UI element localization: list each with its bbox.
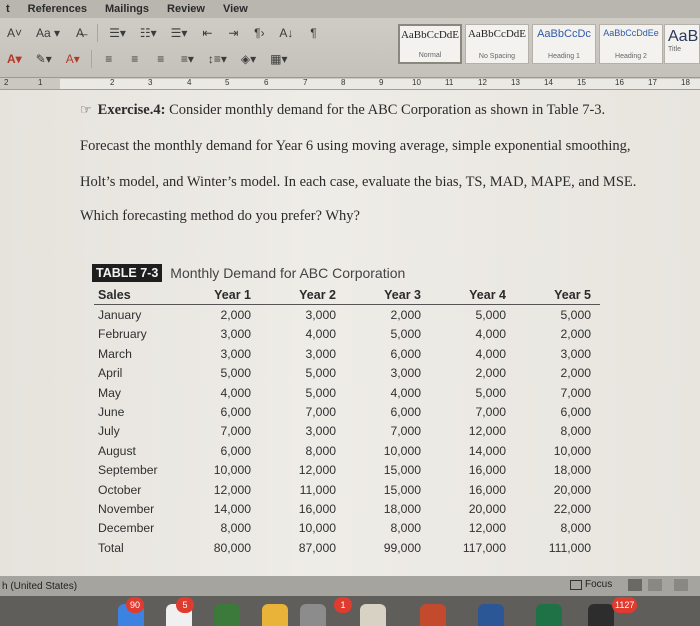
table-cell: 6,000 [390,346,421,361]
ruler-number: 1 [38,78,43,87]
table-row [94,441,600,460]
table-cell: 10,000 [383,443,421,458]
font-color-icon[interactable]: A▾ [7,52,22,66]
row-label: November [98,501,155,516]
table-row [94,422,600,441]
clear-formatting-icon[interactable]: A̶ [76,26,85,40]
change-case-label: Aa [36,26,51,40]
notification-badge: 5 [176,597,194,613]
table-cell: 5,000 [475,308,506,323]
exercise-paragraph-line-1 [80,102,605,119]
table-cell: 10,000 [553,443,591,458]
table-cell: 10,000 [298,521,336,536]
read-mode-icon[interactable] [674,579,688,591]
table-cell: 14,000 [468,443,506,458]
table-caption [92,264,405,282]
table-cell: 80,000 [213,540,251,555]
table-cell: 6,000 [220,405,251,420]
table-cell: 6,000 [390,405,421,420]
table-cell: 8,000 [305,443,336,458]
table-cell: 8,000 [220,521,251,536]
notification-badge: 90 [126,597,144,613]
style-label: Title [668,46,681,53]
table-cell: 20,000 [468,501,506,516]
powerpoint-app-icon[interactable] [420,604,446,626]
table-cell: 7,000 [305,405,336,420]
status-bar [0,576,700,596]
table-header-row [94,286,600,305]
ruler-number: 16 [615,78,624,87]
menu-item-home[interactable]: t [6,3,10,15]
table-tag: TABLE 7-3 [92,264,162,282]
ruler-number: 10 [412,78,421,87]
ruler-number: 9 [379,78,384,87]
menu-item-references[interactable]: References [27,3,87,15]
show-marks-icon[interactable]: ¶ [310,26,317,40]
exercise-paragraph-line-3: Holt’s model, and Winter’s model. In each case, evaluate the bias, TS, MAD, MAPE, and MSE. [80,174,637,190]
table-cell: 5,000 [305,385,336,400]
justify-icon[interactable]: ≡▾ [180,52,194,66]
pointing-hand-icon: ☞ [80,102,92,117]
row-label: January [98,308,142,323]
style-sample: AaBbCcDdEe [603,28,659,38]
table-cell: 15,000 [383,463,421,478]
table-cell: 12,000 [468,424,506,439]
table-cell: 5,000 [305,366,336,381]
change-case-button[interactable]: Aa ▾ [36,26,61,40]
align-left-icon[interactable]: ≡ [105,52,113,66]
photos-app-icon[interactable] [262,604,288,626]
style-label: Heading 1 [548,53,580,60]
align-right-icon[interactable]: ≡ [157,52,165,66]
style-title[interactable] [664,24,700,64]
ruler-number: 15 [577,78,586,87]
ruler-number: 8 [341,78,346,87]
dock-app-icon[interactable] [214,604,240,626]
multilevel-list-icon[interactable]: ☰▾ [170,26,188,40]
table-row [94,519,600,538]
dock-app-icon[interactable] [588,604,614,626]
menu-bar [0,0,700,18]
dock-app-icon[interactable] [360,604,386,626]
table-cell: 4,000 [475,327,506,342]
style-sample: AaBbCcDdE [400,29,460,41]
table-cell: 8,000 [560,424,591,439]
table-row [94,499,600,518]
web-layout-icon[interactable] [648,579,662,591]
menu-item-review[interactable]: Review [167,3,205,15]
shading-icon[interactable]: ◈▾ [240,52,257,66]
column-header: Year 5 [554,288,591,303]
table-cell: 4,000 [475,346,506,361]
table-row [94,480,600,499]
ruler-number: 4 [187,78,192,87]
ruler-number: 12 [478,78,487,87]
table-row [94,364,600,383]
style-heading-2[interactable] [599,24,663,64]
row-label: Total [98,540,124,555]
table-cell: 5,000 [560,308,591,323]
text-color-icon[interactable]: A▾ [65,52,80,66]
table-row [94,325,600,344]
table-cell: 3,000 [220,327,251,342]
table-cell: 12,000 [468,521,506,536]
table-cell: 3,000 [305,424,336,439]
highlight-icon[interactable]: ✎▾ [35,52,52,66]
menu-item-mailings[interactable]: Mailings [105,3,150,15]
ribbon-row-1 [4,24,322,42]
focus-icon [570,580,582,590]
table-cell: 16,000 [468,482,506,497]
table-cell: 99,000 [383,540,421,555]
style-label: Normal [418,52,442,59]
row-label: April [98,366,123,381]
table-cell: 2,000 [475,366,506,381]
numbering-icon[interactable]: ☷▾ [139,26,157,40]
align-center-icon[interactable]: ≡ [131,52,139,66]
divider [91,50,92,68]
column-header: Year 2 [299,288,336,303]
exercise-text: Consider monthly demand for the ABC Corporation as shown in Table 7-3. [165,102,606,118]
column-header: Sales [98,288,131,303]
exercise-paragraph-line-2: Forecast the monthly demand for Year 6 using moving average, simple exponential smoothing, [80,138,631,154]
document-page[interactable] [0,90,700,576]
exercise-paragraph-line-4: Which forecasting method do you prefer? Why? [80,208,360,224]
row-label: October [98,482,142,497]
table-cell: 5,000 [390,327,421,342]
decrease-indent-icon[interactable]: ⇤ [202,26,213,40]
table-cell: 3,000 [560,346,591,361]
table-cell: 12,000 [298,463,336,478]
table-cell: 5,000 [220,366,251,381]
style-label: Heading 2 [615,53,647,60]
word-app-icon[interactable] [478,604,504,626]
ruler-number: 5 [225,78,230,87]
table-cell: 7,000 [220,424,251,439]
table-cell: 6,000 [220,443,251,458]
language-status[interactable]: h (United States) [2,580,78,592]
table-cell: 2,000 [560,366,591,381]
row-label: July [98,424,120,439]
ltr-icon[interactable]: ¶› [254,26,265,40]
table-row [94,344,600,363]
table-cell: 12,000 [213,482,251,497]
table-total-row [94,538,600,557]
ruler-number: 17 [648,78,657,87]
table-cell: 87,000 [298,540,336,555]
row-label: March [98,346,132,361]
ruler-number: 13 [511,78,520,87]
table-cell: 8,000 [390,521,421,536]
exercise-label: Exercise.4: [97,102,166,118]
notification-badge: 1127 [612,597,637,613]
table-cell: 111,000 [548,540,591,555]
table-row [94,383,600,402]
sort-icon[interactable]: A↓ [279,26,294,40]
table-row [94,305,600,324]
table-cell: 4,000 [220,385,251,400]
table-body [94,305,600,557]
style-label: No Spacing [478,53,516,60]
table-cell: 18,000 [553,463,591,478]
ribbon [0,18,700,78]
column-header: Year 1 [214,288,251,303]
table-cell: 10,000 [213,463,251,478]
table-cell: 6,000 [560,405,591,420]
row-label: May [98,385,122,400]
notification-badge: 1 [334,597,352,613]
excel-app-icon[interactable] [536,604,562,626]
row-label: August [98,443,136,458]
table-cell: 7,000 [475,405,506,420]
focus-label: Focus [585,579,613,590]
table-cell: 2,000 [390,308,421,323]
row-label: June [98,405,125,420]
dock [0,596,700,626]
table-cell: 7,000 [390,424,421,439]
focus-button[interactable] [570,579,612,590]
demand-table [94,286,600,557]
ribbon-row-2 [4,50,291,68]
table-cell: 4,000 [390,385,421,400]
ruler-number: 14 [544,78,553,87]
table-cell: 14,000 [213,501,251,516]
style-no-spacing[interactable] [465,24,529,64]
decrease-font-icon[interactable]: A˅ [7,26,23,40]
ruler-number: 18 [681,78,690,87]
table-cell: 16,000 [298,501,336,516]
table-cell: 3,000 [305,346,336,361]
table-cell: 3,000 [390,366,421,381]
style-heading-1[interactable] [532,24,596,64]
style-sample: AaBbCcDc [537,28,591,40]
ruler-number: 6 [264,78,269,87]
table-cell: 2,000 [220,308,251,323]
table-cell: 5,000 [475,385,506,400]
table-cell: 15,000 [383,482,421,497]
styles-gallery [398,24,663,64]
table-cell: 7,000 [560,385,591,400]
table-cell: 20,000 [553,482,591,497]
ruler-number: 11 [445,78,454,87]
ruler-number: 3 [148,78,153,87]
ruler-number: 2 [110,78,115,87]
print-layout-icon[interactable] [628,579,642,591]
bullets-icon[interactable]: ☰▾ [109,26,126,40]
row-label: December [98,521,155,536]
borders-icon[interactable]: ▦▾ [270,52,288,66]
style-normal[interactable] [398,24,462,64]
ruler-number: 7 [303,78,308,87]
table-cell: 117,000 [462,540,506,555]
table-cell: 8,000 [560,521,591,536]
divider [97,24,98,42]
style-sample: AaB [668,28,699,45]
row-label: September [98,463,158,478]
menu-item-view[interactable]: View [222,3,248,15]
line-spacing-icon[interactable]: ↕≡▾ [207,52,227,66]
table-row [94,402,600,421]
table-cell: 2,000 [560,327,591,342]
table-cell: 4,000 [305,327,336,342]
table-cell: 11,000 [299,482,336,497]
table-title: Monthly Demand for ABC Corporation [170,265,406,281]
settings-app-icon[interactable] [300,604,326,626]
table-cell: 18,000 [383,501,421,516]
increase-indent-icon[interactable]: ⇥ [228,26,239,40]
column-header: Year 4 [469,288,506,303]
table-cell: 22,000 [553,501,591,516]
table-row [94,461,600,480]
table-cell: 3,000 [305,308,336,323]
row-label: February [98,327,147,342]
table-cell: 3,000 [220,346,251,361]
style-sample: AaBbCcDdE [467,28,527,40]
ruler[interactable] [0,78,700,90]
ruler-number: 2 [4,78,9,87]
table-cell: 16,000 [468,463,506,478]
column-header: Year 3 [384,288,421,303]
